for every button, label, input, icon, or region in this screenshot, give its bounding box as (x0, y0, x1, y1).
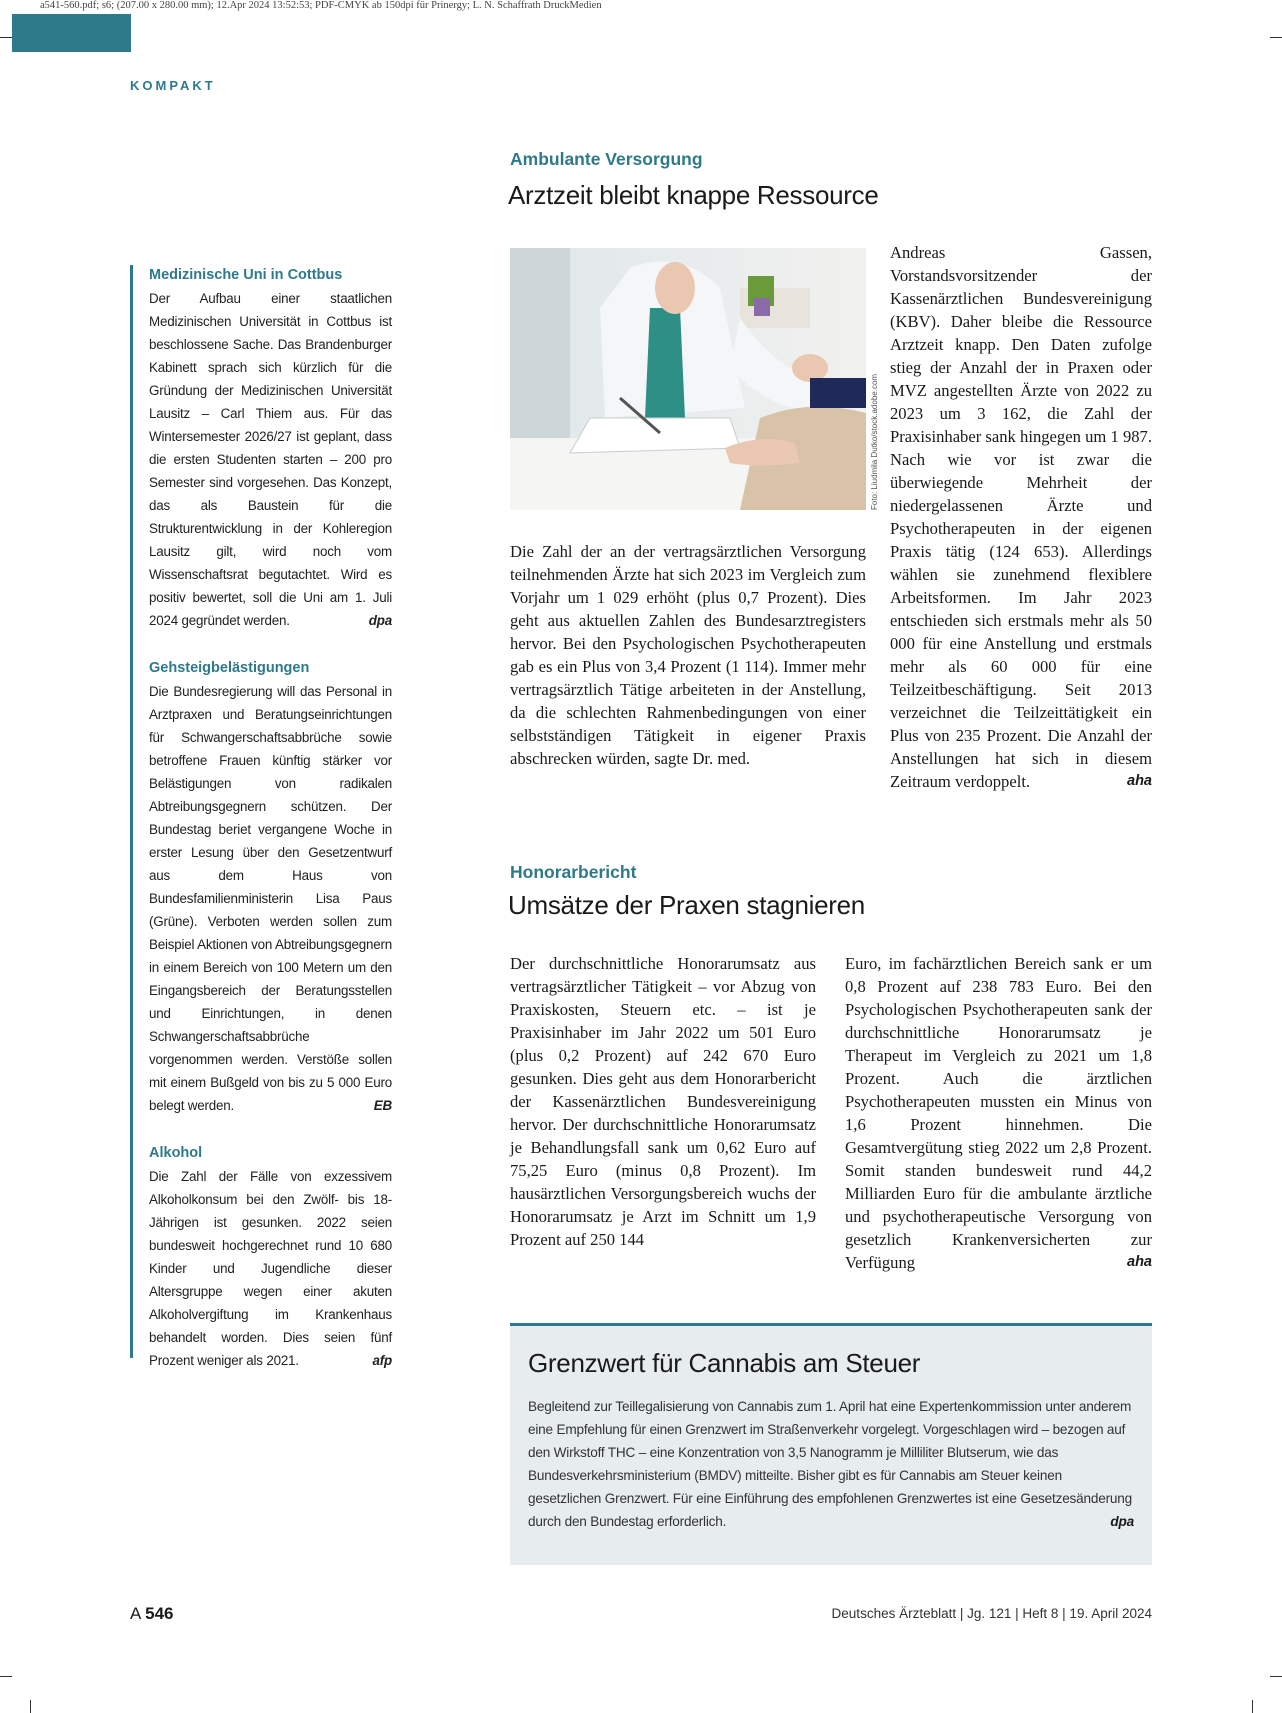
crop-mark (0, 1676, 12, 1677)
article1-column-2: Andreas Gassen, Vorstandsvorsitzender der Kassenärztlichen Bundesvereinigung (KBV). Daher bleibe die Ressource Arztzeit knapp. Den Daten zufolge stieg der Anzahl der in Praxen oder MVZ angestellten Ärzte von 2022 zu 2023 um 3 162, die Zahl der Praxisinhaber sank hingegen um 1 987. Nach wie vor ist zwar die überwiegende Mehrheit der niedergelassenen Ärzte und Psychotherapeuten in der eigenen Praxis tätig (124 653). Allerdings wählen sie zunehmend flexiblere Arbeitsformen. Im Jahr 2023 entschieden sich erstmals mehr als 50 000 für eine Anstellung und erstmals mehr als 60 000 für eine Teilzeitbeschäftigung. Seit 2013 verzeichnet die Teilzeittätigkeit ein Plus von 235 Prozent. Die Anzahl der Anstellungen hat sich in diesem Zeitraum verdoppelt. aha (890, 243, 1152, 791)
source-credit: aha (1127, 773, 1152, 789)
article2-column-2: Euro, im fachärztlichen Bereich sank er um 0,8 Prozent auf 238 783 Euro. Bei den Psychologischen Psychotherapeuten sank der durchschnittliche Honorarumsatz je Therapeut im Vergleich zu 2021 um 1,8 Prozent. Auch die ärztlichen Psychotherapeuten mussten ein Minus von 1,6 Prozent hinnehmen. Die Gesamtvergütung stieg 2022 um 2,8 Prozent. Somit standen bundesweit rund 44,2 Milliarden Euro für die ambulante ärztliche und psychotherapeutische Versorgung von gesetzlich Krankenversicherten zur Verfügung aha (845, 954, 1152, 1272)
article2-column-1: Der durchschnittliche Honorarumsatz aus vertragsärztlicher Tätigkeit – vor Abzug von Praxiskosten, Steuern etc. – ist je Praxisinhaber im Jahr 2022 um 501 Euro (plus 0,2 Prozent) auf 242 670 Euro gesunken. Dies geht aus dem Honorarbericht der Kassenärztlichen Bundesvereinigung hervor. Der durchschnittliche Honorarumsatz je Behandlungsfall sank um 0,62 Euro auf 75,25 Euro (minus 0,8 Prozent). Im hausärztlichen Versorgungsbereich wuchs der Honorarumsatz je Arzt im Schnitt um 1,9 Prozent auf 250 144 (510, 954, 816, 1249)
sidebar-item-text: Der Aufbau einer staatlichen Medizinischen Universität in Cottbus ist beschlossene Sache. Das Brandenburger Kabinett sprach sich kürzlich für die Gründung der Medizinischen Universität Lausitz – Carl Thiem aus. Für das Wintersemester 2026/27 ist geplant, dass die ersten Studenten starten – 200 pro Semester sind vorgesehen. Das Konzept, das als Baustein für die Strukturentwicklung in der Kohleregion Lausitz gilt, wird noch vom Wissenschaftsrat begutachtet. Wird es positiv bewertet, soll die Uni am 1. Juli 2024 gegründet werden. dpa (149, 287, 392, 632)
source-credit: dpa (368, 613, 392, 628)
crop-mark (0, 37, 12, 38)
news-sidebar (130, 265, 392, 1368)
page-number: A 546 (130, 1604, 174, 1623)
article1-kicker: Ambulante Versorgung (510, 149, 703, 169)
infobox-text: Begleitend zur Teillegalisierung von Cannabis zum 1. April hat eine Expertenkommission unter anderem eine Empfehlung für einen Grenzwert im Straßenverkehr vorgelegt. Vorgeschlagen wird – bezogen auf den Wirkstoff THC – eine Konzentration von 3,5 Nanogramm je Milliliter Blutserum, wie das Bundesverkehrsministerium (BMDV) mitteilte. Bisher gibt es für Cannabis am Steuer keinen gesetzlichen Grenzwert. Für eine Einführung des empfohlenen Grenzwertes ist eine Gesetzesänderung durch den Bundestag erforderlich. dpa (528, 1395, 1134, 1533)
crop-mark (1270, 1676, 1282, 1677)
doctor-illustration (510, 248, 866, 510)
sidebar-item-title: Alkohol (149, 1145, 203, 1161)
article2-headline: Umsätze der Praxen stagnieren (508, 890, 865, 920)
source-credit: EB (373, 1098, 392, 1113)
section-color-tab (12, 14, 131, 52)
sidebar-item-title: Gehsteigbelästigungen (149, 660, 310, 676)
section-label: KOMPAKT (130, 78, 216, 93)
sidebar-item-gehsteig (149, 658, 392, 1117)
sidebar-item-title: Medizinische Uni in Cottbus (149, 267, 343, 283)
sidebar-item-text: Die Zahl der Fälle von exzessivem Alkoholkonsum bei den Zwölf- bis 18-Jährigen ist gesunken. 2022 seien bundesweit hochgerechnet rund 10 680 Kinder und Jugendliche dieser Altersgruppe wegen einer akuten Alkoholvergiftung im Krankenhaus behandelt worden. Dies seien fünf Prozent weniger als 2021. afp (149, 1165, 392, 1372)
infobox-title: Grenzwert für Cannabis am Steuer (528, 1348, 921, 1378)
sidebar-item-cottbus (149, 265, 392, 632)
source-credit: afp (372, 1353, 392, 1368)
source-credit: dpa (1110, 1514, 1134, 1529)
doctor-photo (510, 248, 866, 510)
sidebar-item-text: Die Bundesregierung will das Personal in Arztpraxen und Beratungseinrichtungen für Schwangerschaftsabbrüche sowie betroffene Frauen künftig stärker vor Belästigungen von radikalen Abtreibungsgegnern schützen. Der Bundestag beriet vergangene Woche in erster Lesung über den Gesetzentwurf aus dem Haus von Bundesfamilienministerin Lisa Paus (Grüne). Verboten werden sollen zum Beispiel Aktionen von Abtreibungsgegnern in einem Bereich von 100 Metern um den Eingangsbereich der Beratungsstellen und Einrichtungen, in denen Schwangerschaftsabbrüche vorgenommen werden. Verstöße sollen mit einem Bußgeld von bis zu 5 000 Euro belegt werden. EB (149, 680, 392, 1117)
cannabis-infobox (510, 1323, 1152, 1565)
crop-mark (1252, 1700, 1253, 1713)
article2-kicker: Honorarbericht (510, 862, 637, 882)
photo-credit: Foto: Liudmila Dutko/stock.adobe.com (870, 373, 879, 510)
journal-info: Deutsches Ärzteblatt | Jg. 121 | Heft 8 | 19. April 2024 (831, 1606, 1152, 1621)
print-info: a541-560.pdf; s6; (207.00 x 280.00 mm); 12.Apr 2024 13:52:53; PDF-CMYK ab 150dpi für Prinergy; L. N. Schaffrath DruckMedien (40, 0, 602, 11)
crop-mark (30, 1700, 31, 1713)
crop-mark (1270, 37, 1282, 38)
article1-headline: Arztzeit bleibt knappe Ressource (508, 180, 879, 210)
source-credit: aha (1127, 1254, 1152, 1270)
sidebar-item-alkohol (149, 1143, 392, 1372)
article1-column-1: Die Zahl der an der vertragsärztlichen Versorgung teilnehmenden Ärzte hat sich 2023 im Vergleich zum Vorjahr um 1 029 erhöht (plus 0,7 Prozent). Dies geht aus aktuellen Zahlen des Bundesarztregisters hervor. Bei den Psychologischen Psychotherapeuten gab es ein Plus von 3,4 Prozent (1 114). Immer mehr vertragsärztlich Tätige arbeiteten in der Anstellung, da die schlechten Rahmenbedingungen von einer selbstständigen Tätigkeit in eigener Praxis abschrecken würden, sagte Dr. med. (510, 542, 866, 768)
